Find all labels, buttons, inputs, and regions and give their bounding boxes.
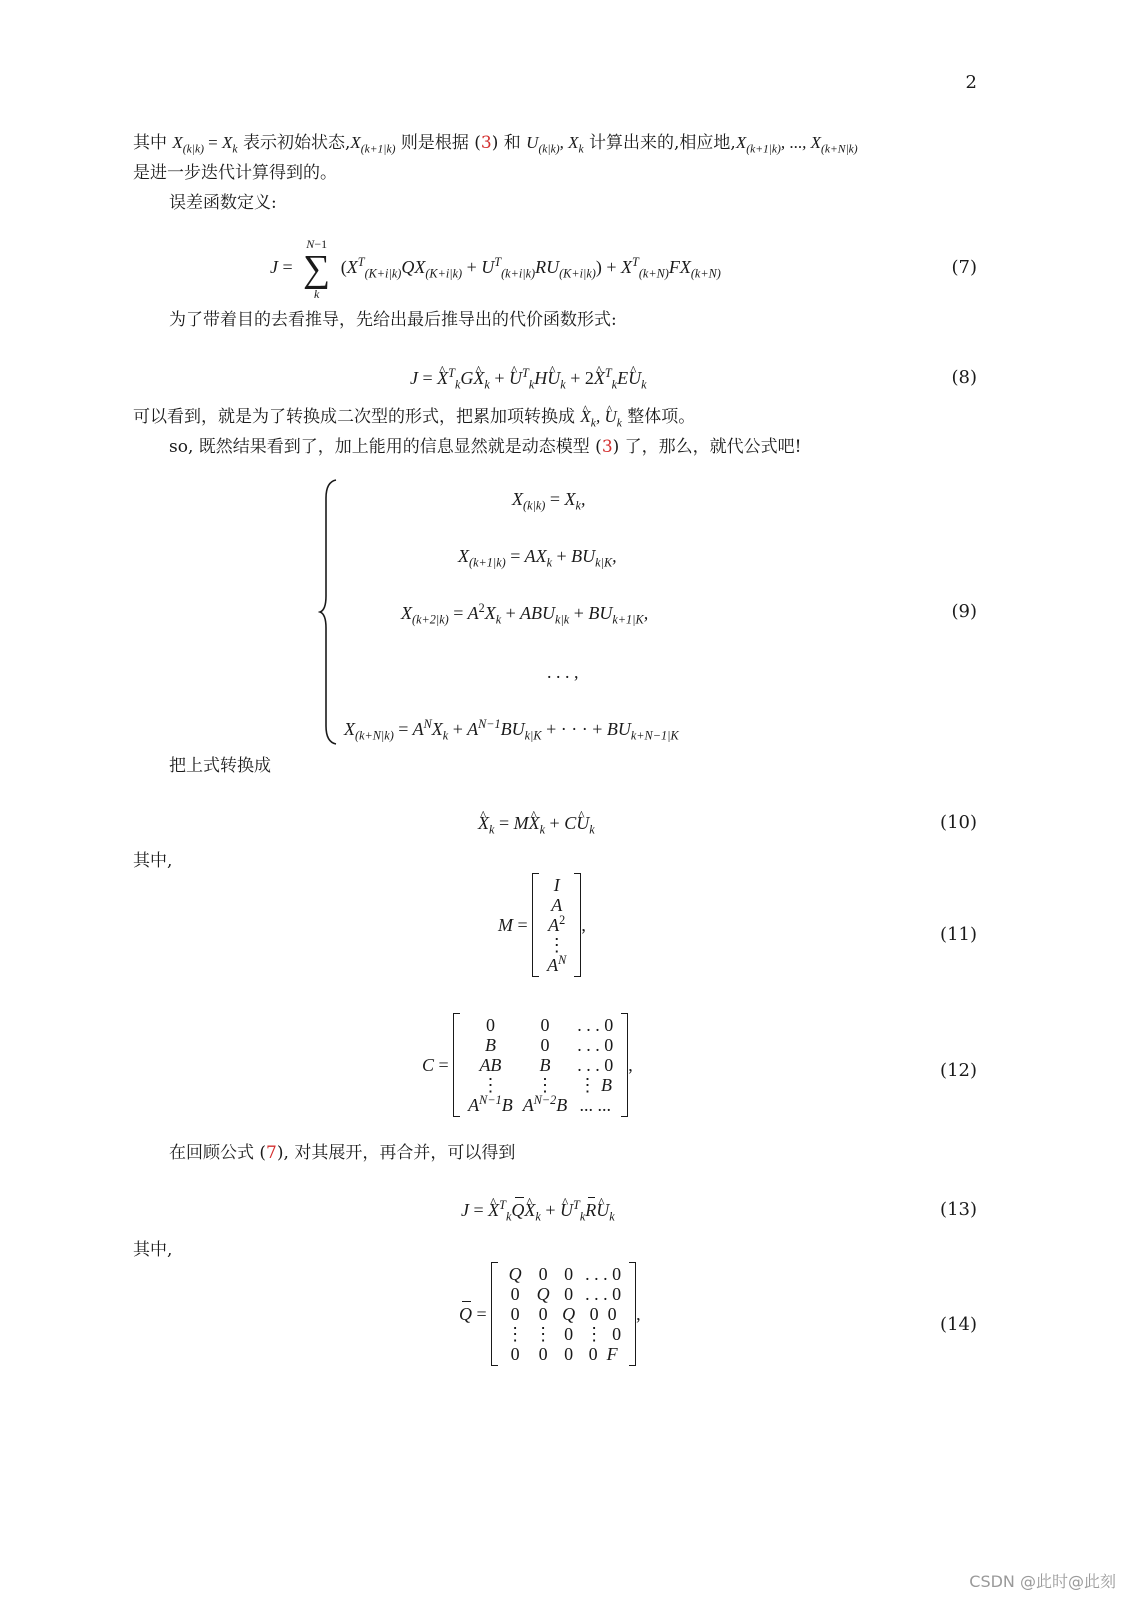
equation-8: J = ^ $X^T_kG\^{}$ $X_k$ + ^ $U^T_kH\^{}$ $U_k$ + 2^ $X^T_kE\^{}$ $U_k$ xyxy=(410,366,647,390)
paragraph-1-line-1: 其中 $X_{(k|k)} = X_k$ 表示初始状态$,X_{(k+1|k)}$ 则是根据 (3) 和 $U_{(k|k)}$, $X_k$ 计算出来的,相应地$,X_{(k+1|k)}$, ..., $X_{(k+N|k)}$ xyxy=(133,133,858,156)
matrix-m: I A $A^2$ ⋮ $A^N$ xyxy=(532,873,581,977)
error-definition-text: 误差函数定义: xyxy=(169,193,277,213)
left-brace-icon xyxy=(318,478,338,746)
equation-9-line-5: $X_{(k+N|k)} = A^NX_k + A^{N-1}BU_{k|K}$ + · · · + $BU_{k+N-1|K}$ xyxy=(344,717,679,743)
equation-ref-3[interactable]: 3 xyxy=(480,133,492,153)
where-text-1: 其中, xyxy=(133,851,173,871)
equation-10: ^ $X_k$ = M^ $X_k$ + C^ $U_k$ xyxy=(478,811,595,835)
equation-9-number: (9) xyxy=(951,601,977,622)
equation-12: C = 0 0 . . . 0 B 0 . . . 0 AB B . . . 0 ⋮ ⋮ ⋮ B $A^{N-1}B$ $A^{N-2}B$ ... ... , xyxy=(422,1015,633,1115)
matrix-q-bar: Q 0 0 . . . 0 0 Q 0 . . . 0 0 0 Q 0 0 ⋮ ⋮ 0 ⋮ 0 0 0 0 0 F xyxy=(491,1262,636,1366)
recall-text: 在回顾公式 (7), 对其展开，再合并，可以得到 xyxy=(169,1143,516,1163)
equation-9-line-4: . . . , xyxy=(547,662,579,682)
equation-7: J = N−1 ∑ k $(X^T_{(K+i|k)}QX_{(K+i|k)} + U^T_{(k+i|k)}RU_{(K+i|k)}) + X^T_{(k+N)}FX_{(k+N)}$ xyxy=(270,237,721,301)
equation-14-number: (14) xyxy=(940,1314,977,1335)
equation-13: J = ^ $X^T_kQ\^{}$ $X_k$ + ^ $U^T_kR\^{}$ $U_k$ xyxy=(461,1198,615,1222)
equation-10-number: (10) xyxy=(940,812,977,833)
paragraph-so: so, 既然结果看到了，加上能用的信息显然就是动态模型 (3) 了，那么，就代公式吧! xyxy=(169,437,802,457)
equation-11: M = I A $A^2$ ⋮ $A^N$ , xyxy=(498,875,586,975)
equation-ref-7[interactable]: 7 xyxy=(266,1143,277,1163)
equation-8-number: (8) xyxy=(951,367,977,388)
convert-text: 把上式转换成 xyxy=(169,756,271,776)
equation-9-line-3: $X_{(k+2|k)} = A^2X_k + ABU_{k|k} + BU_{k+1|K}$, xyxy=(401,601,649,627)
equation-11-number: (11) xyxy=(940,924,977,945)
equation-7-number: (7) xyxy=(951,257,977,278)
equation-9-line-2: $X_{(k+1|k)} = AX_k + BU_{k|K}$, xyxy=(458,546,617,570)
matrix-c: 0 0 . . . 0 B 0 . . . 0 AB B . . . 0 ⋮ ⋮ ⋮ B $A^{N-1}B$ $A^{N-2}B$ ... ... xyxy=(453,1013,628,1117)
page-number: 2 xyxy=(965,72,977,93)
equation-13-number: (13) xyxy=(940,1199,977,1220)
equation-ref-3b[interactable]: 3 xyxy=(601,437,613,457)
paragraph-1-line-2: 是进一步迭代计算得到的。 xyxy=(133,163,337,183)
csdn-watermark: CSDN @此时@此刻 xyxy=(969,1572,1116,1591)
where-text-2: 其中, xyxy=(133,1240,173,1260)
equation-14: Q = Q 0 0 . . . 0 0 Q 0 . . . 0 0 0 Q 0 0 ⋮ ⋮ 0 ⋮ 0 0 0 0 0 F , xyxy=(459,1264,641,1364)
equation-9-line-1: $X_{(k|k)} = X_k$, xyxy=(512,489,586,513)
paragraph-after-eq8: 可以看到，就是为了转换成二次型的形式，把累加项转换成 ^ $X_k$, ^ $U_k$ 整体项。 xyxy=(133,402,695,432)
equation-12-number: (12) xyxy=(940,1060,977,1081)
goal-text: 为了带着目的去看推导，先给出最后推导出的代价函数形式: xyxy=(169,310,617,330)
